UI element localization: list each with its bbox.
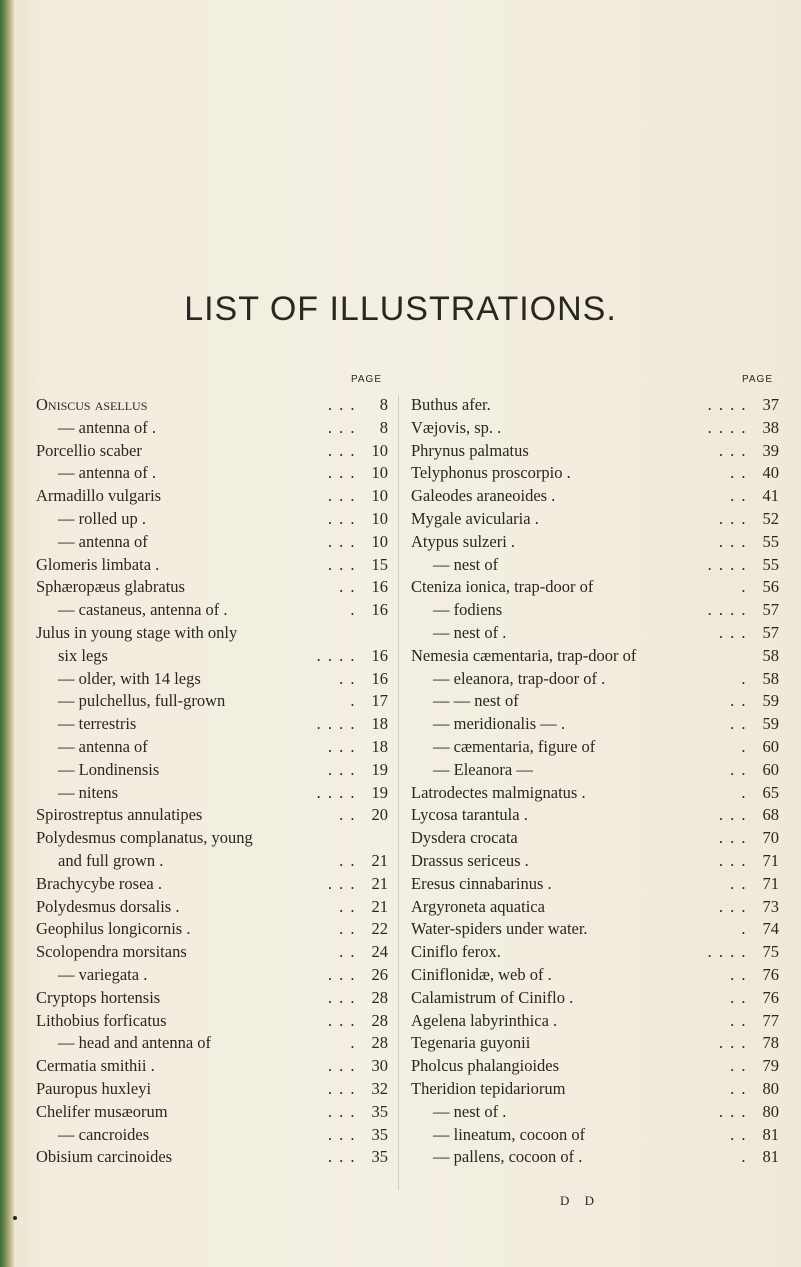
signature-mark: D D [560,1193,601,1208]
entry-leader-dots: . [350,691,356,711]
entry-title: Oniscus asellus [36,395,148,414]
entry-page-number: 40 [762,463,779,483]
entry-leader-dots: . . . [327,964,356,984]
entry-title: Cteniza ionica, trap-door of [411,577,594,597]
entry-title: Ciniflo ferox. [411,942,501,962]
entry-page-number: 74 [762,919,779,939]
entry-title: Phrynus palmatus [411,440,529,460]
entry-leader-dots: . . . [718,896,747,916]
list-item [411,576,779,599]
column-divider [398,395,399,1190]
book-binding-edge [0,0,14,1267]
entry-page-number: 15 [371,554,388,574]
entry-leader-dots: . [741,736,747,756]
entry-leader-dots: . . . . [316,782,356,802]
entry-page-number: 32 [371,1078,388,1098]
list-item [36,1055,388,1078]
entry-page-number: 10 [371,463,388,483]
entry-title: — castaneus, antenna of . [58,600,228,620]
entry-title: — nest of . [433,622,507,642]
list-item [411,1124,779,1147]
entry-title: — — nest of [433,691,519,711]
list-item [411,1010,779,1033]
list-item [36,896,388,919]
entry-page-number: 39 [762,440,779,460]
entry-page-number: 19 [371,759,388,779]
entry-page-number: 10 [371,486,388,506]
entry-leader-dots: . [741,919,747,939]
entry-leader-dots: . . [730,1010,747,1030]
entry-title: Væjovis, sp. . [411,417,502,437]
entry-title: Dysdera crocata [411,828,518,848]
entry-title: — older, with 14 legs [58,668,201,688]
list-item [411,1146,779,1169]
entry-title: Atypus sulzeri . [411,531,516,551]
entry-page-number: 22 [371,919,388,939]
entry-page-number: 8 [379,417,388,437]
entry-leader-dots: . . . . [707,554,747,574]
entry-page-number: 60 [762,759,779,779]
entry-page-number: 55 [762,554,779,574]
entry-leader-dots: . . [339,850,356,870]
entry-title: and full grown . [58,850,164,870]
entry-title: — nest of . [433,1101,507,1121]
list-item [36,440,388,463]
entry-leader-dots: . . . . [707,417,747,437]
list-item [36,804,388,827]
entry-leader-dots: . . [339,942,356,962]
entry-title: Buthus afer. [411,395,491,414]
entry-leader-dots: . . [339,577,356,597]
list-item [36,690,388,713]
list-item [36,531,388,554]
entry-page-number: 10 [371,508,388,528]
list-item [36,918,388,941]
entry-leader-dots: . . . . [707,600,747,620]
entry-page-number: 18 [371,714,388,734]
entry-page-number: 20 [371,805,388,825]
entry-leader-dots: . . . [327,987,356,1007]
entry-leader-dots: . . [730,873,747,893]
entry-title: Cryptops hortensis [36,987,161,1007]
entry-page-number: 71 [762,850,779,870]
entry-title: — Eleanora — [433,759,533,779]
list-item [36,987,388,1010]
entry-page-number: 16 [371,577,388,597]
entry-leader-dots: . . . . [316,645,356,665]
entry-page-number: 16 [371,600,388,620]
entry-leader-dots: . . [730,1078,747,1098]
list-item [411,622,779,645]
entry-title: Brachycybe rosea . [36,873,162,893]
list-item [36,622,388,645]
list-item [36,736,388,759]
entry-title: Polydesmus dorsalis . [36,896,180,916]
entry-title: Argyroneta aquatica [411,896,545,916]
entry-title: Eresus cinnabarinus . [411,873,552,893]
entry-title: — meridionalis — . [433,714,565,734]
list-item [411,1101,779,1124]
entry-title: Scolopendra morsitans [36,942,187,962]
entry-title: Mygale avicularia . [411,508,539,528]
entry-leader-dots: . . . [327,531,356,551]
entry-page-number: 76 [762,964,779,984]
entry-page-number: 26 [371,964,388,984]
entry-title: Lycosa tarantula . [411,805,528,825]
entry-page-number: 81 [762,1147,779,1167]
list-item [411,964,779,987]
entry-leader-dots: . . . [327,1056,356,1076]
entry-leader-dots: . . [339,896,356,916]
entry-title: Tegenaria guyonii [411,1033,531,1053]
entry-title: Drassus sericeus . [411,850,529,870]
entry-title: — variegata . [58,964,148,984]
entry-leader-dots: . . . [327,873,356,893]
entry-page-number: 38 [762,417,779,437]
entry-page-number: 75 [762,942,779,962]
list-item [411,394,779,417]
entry-leader-dots: . . . [718,805,747,825]
entry-leader-dots: . . . [718,828,747,848]
entry-title: Chelifer musæorum [36,1101,168,1121]
entry-leader-dots: . . . [718,531,747,551]
list-item [411,804,779,827]
entry-leader-dots: . . . [327,554,356,574]
entry-page-number: 81 [762,1124,779,1144]
entry-page-number: 79 [762,1056,779,1076]
entry-page-number: 21 [371,873,388,893]
entry-title: Lithobius forficatus [36,1010,167,1030]
entry-title: — rolled up . [58,508,146,528]
entry-title: — fodiens [433,600,503,620]
list-item [411,645,779,668]
entry-page-number: 35 [371,1101,388,1121]
entry-page-number: 35 [371,1124,388,1144]
list-item [36,1101,388,1124]
list-item [411,1078,779,1101]
list-item [411,668,779,691]
list-item [411,1055,779,1078]
list-item [36,576,388,599]
entry-leader-dots: . . [339,919,356,939]
list-item [411,599,779,622]
list-item [36,394,388,417]
list-item [411,782,779,805]
entry-title: Calamistrum of Ciniflo . [411,987,574,1007]
entry-page-number: 70 [762,828,779,848]
entry-page-number: 58 [762,645,779,665]
list-item [36,782,388,805]
entry-leader-dots: . . . [327,759,356,779]
list-item [36,1010,388,1033]
list-item [411,850,779,873]
list-item [411,896,779,919]
entry-page-number: 17 [371,691,388,711]
entry-title: — cancroides [58,1124,150,1144]
entry-leader-dots: . . . [327,417,356,437]
entry-leader-dots: . . [730,714,747,734]
entry-page-number: 73 [762,896,779,916]
entry-title: — antenna of [58,736,148,756]
entry-leader-dots: . . . [327,1101,356,1121]
entry-title: Obisium carcinoides [36,1147,173,1167]
entry-page-number: 65 [762,782,779,802]
entry-page-number: 58 [762,668,779,688]
left-entry-list [36,394,388,1169]
list-item [36,599,388,622]
list-item [411,827,779,850]
entry-title: Latrodectes malmignatus . [411,782,586,802]
list-item [36,508,388,531]
entry-page-number: 52 [762,508,779,528]
entry-title: Sphæropæus glabratus [36,577,185,597]
entry-leader-dots: . . . [718,850,747,870]
entry-page-number: 41 [762,486,779,506]
entry-leader-dots: . . . [718,508,747,528]
entry-title: — eleanora, trap-door of . [433,668,606,688]
entry-leader-dots: . . . [327,1078,356,1098]
entry-page-number: 21 [371,850,388,870]
entry-leader-dots: . . . [718,622,747,642]
list-item [411,1032,779,1055]
entry-page-number: 76 [762,987,779,1007]
entry-title: Julus in young stage with only [36,622,238,642]
entry-leader-dots: . . . . [707,395,747,414]
entry-leader-dots: . [741,668,747,688]
entry-page-number: 59 [762,714,779,734]
entry-leader-dots: . . [730,486,747,506]
list-item [36,941,388,964]
entry-title: — pulchellus, full-grown [58,691,226,711]
entry-page-number: 68 [762,805,779,825]
list-item [411,531,779,554]
list-item [36,417,388,440]
entry-title: — nitens [58,782,119,802]
entry-page-number: 28 [371,1033,388,1053]
list-item [411,690,779,713]
entry-title: Galeodes araneoides . [411,486,556,506]
right-column [411,374,779,1169]
entry-page-number: 71 [762,873,779,893]
entry-leader-dots: . . . . [707,942,747,962]
entry-leader-dots: . . [730,1056,747,1076]
entry-page-number: 59 [762,691,779,711]
entry-title: — nest of [433,554,499,574]
list-item [411,736,779,759]
right-entry-list [411,394,779,1169]
list-item [411,918,779,941]
entry-page-number: 24 [371,942,388,962]
list-item [36,759,388,782]
entry-title: Armadillo vulgaris [36,486,162,506]
entry-leader-dots: . . [730,964,747,984]
entry-leader-dots: . . . [327,1010,356,1030]
entry-leader-dots: . . . [327,440,356,460]
list-item [36,1078,388,1101]
entry-leader-dots: . [741,782,747,802]
entry-title: — antenna of . [58,463,157,483]
entry-page-number: 21 [371,896,388,916]
entry-title: Porcellio scaber [36,440,142,460]
entry-title: Polydesmus complanatus, young [36,828,253,848]
list-item [36,645,388,668]
entry-page-number: 57 [762,622,779,642]
list-item [411,417,779,440]
entry-title: — cæmentaria, figure of [433,736,596,756]
entry-leader-dots: . . . [718,1033,747,1053]
entry-title: Cermatia smithii . [36,1056,155,1076]
entry-title: — antenna of [58,531,148,551]
entry-page-number: 77 [762,1010,779,1030]
entry-title: — terrestris [58,714,137,734]
entry-leader-dots: . . [339,668,356,688]
entry-page-number: 35 [371,1147,388,1167]
entry-leader-dots: . . . [718,1101,747,1121]
entry-page-number: 10 [371,531,388,551]
list-item [411,759,779,782]
entry-leader-dots: . . [730,987,747,1007]
entry-page-number: 10 [371,440,388,460]
entry-page-number: 28 [371,1010,388,1030]
entry-title: — antenna of . [58,417,157,437]
entry-page-number: 78 [762,1033,779,1053]
entry-leader-dots: . [741,577,747,597]
entry-leader-dots: . . . [327,486,356,506]
entry-leader-dots: . [741,1147,747,1167]
entry-leader-dots: . . . [327,736,356,756]
entry-title: Telyphonus proscorpio . [411,463,571,483]
entry-page-number: 37 [762,395,779,414]
entry-leader-dots: . . . [327,463,356,483]
entry-title: — Londinensis [58,759,160,779]
list-item [411,713,779,736]
list-item [411,440,779,463]
list-item [36,1146,388,1169]
entry-page-number: 55 [762,531,779,551]
list-item [411,508,779,531]
list-item [411,941,779,964]
list-item [36,1032,388,1055]
entry-title: Pauropus huxleyi [36,1078,152,1098]
entry-leader-dots: . . . [327,395,356,414]
entry-leader-dots: . . . [718,440,747,460]
entry-page-number: 60 [762,736,779,756]
entry-leader-dots: . . [339,805,356,825]
entry-page-number: 19 [371,782,388,802]
entry-title: Water-spiders under water. [411,919,588,939]
entry-title: Agelena labyrinthica . [411,1010,558,1030]
entry-title: Ciniflonidæ, web of . [411,964,552,984]
list-item [36,850,388,873]
entry-leader-dots: . . [730,1124,747,1144]
entry-title: Nemesia cæmentaria, trap-door of [411,645,637,665]
entry-leader-dots: . . . [327,1124,356,1144]
entry-page-number: 30 [371,1056,388,1076]
list-item [36,873,388,896]
entry-leader-dots: . . [730,691,747,711]
list-item [36,554,388,577]
entry-page-number: 16 [371,668,388,688]
entry-title: — pallens, cocoon of . [433,1147,583,1167]
entry-title: Pholcus phalangioides [411,1056,560,1076]
entry-leader-dots: . [350,600,356,620]
entry-title: Glomeris limbata . [36,554,160,574]
entry-leader-dots: . [350,1033,356,1053]
entry-page-number: 18 [371,736,388,756]
entry-title: Geophilus longicornis . [36,919,191,939]
list-item [36,713,388,736]
entry-page-number: 16 [371,645,388,665]
list-item [36,964,388,987]
list-item [36,827,388,850]
entry-title: Spirostreptus annulatipes [36,805,203,825]
entry-leader-dots: . . [730,463,747,483]
entry-leader-dots: . . [730,759,747,779]
entry-title: — lineatum, cocoon of [433,1124,586,1144]
list-item [411,873,779,896]
page-column-label: PAGE [350,374,382,385]
entry-title: — head and antenna of [58,1033,212,1053]
entry-leader-dots: . . . [327,1147,356,1167]
list-item [36,1124,388,1147]
list-item [36,668,388,691]
entry-leader-dots: . . . [327,508,356,528]
entry-title: six legs [58,645,108,665]
list-item [36,485,388,508]
page-column-label: PAGE [741,374,773,385]
list-item [36,462,388,485]
entry-page-number: 56 [762,577,779,597]
entry-page-number: 28 [371,987,388,1007]
entry-page-number: 8 [379,395,388,414]
list-item [411,462,779,485]
page-title: LIST OF ILLUSTRATIONS. [184,290,617,328]
entry-leader-dots: . . . . [316,714,356,734]
left-column [36,374,388,1169]
entry-page-number: 57 [762,600,779,620]
entry-page-number: 80 [762,1078,779,1098]
list-item [411,485,779,508]
entry-page-number: 80 [762,1101,779,1121]
ink-dot [13,1216,17,1220]
list-item [411,554,779,577]
entry-title: Theridion tepidariorum [411,1078,566,1098]
list-item [411,987,779,1010]
